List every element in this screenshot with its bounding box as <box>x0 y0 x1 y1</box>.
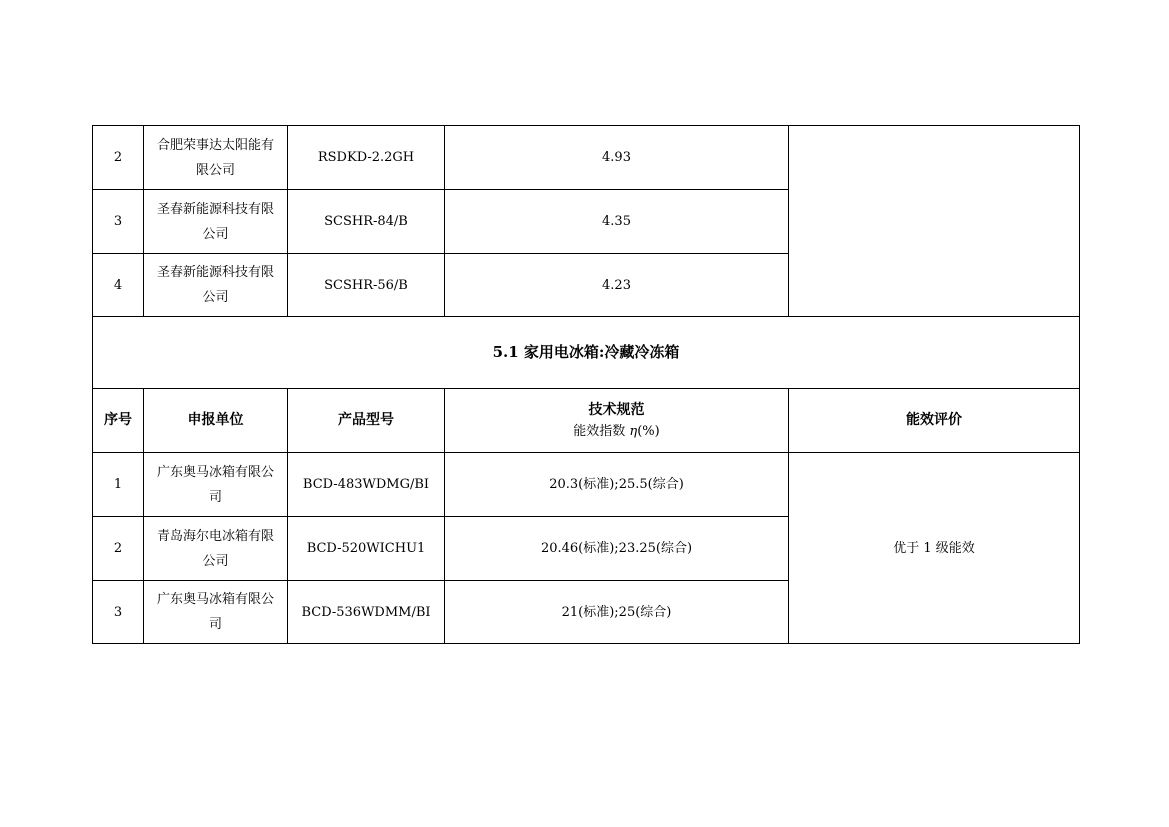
header-spec-sub-symbol: η <box>629 423 638 439</box>
header-company: 申报单位 <box>144 389 288 453</box>
header-spec-title: 技术规范 <box>588 401 645 418</box>
header-number: 序号 <box>93 389 144 453</box>
product-model: BCD-536WDMM/BI <box>288 581 445 644</box>
row-number: 4 <box>93 254 144 317</box>
row-number: 2 <box>93 126 144 190</box>
company-name: 广东奥马冰箱有限公司 <box>144 453 288 517</box>
header-model: 产品型号 <box>288 389 445 453</box>
table-row <box>93 126 1080 190</box>
table-row <box>93 453 1080 517</box>
company-name: 合肥荣事达太阳能有限公司 <box>144 126 288 190</box>
product-model: BCD-520WICHU1 <box>288 517 445 581</box>
header-spec-sub-prefix: 能效指数 <box>573 423 630 439</box>
product-model: SCSHR-84/B <box>288 190 445 254</box>
spec-value: 21(标准);25(综合) <box>445 581 789 644</box>
section-title: 5.1 家用电冰箱:冷藏冷冻箱 <box>93 317 1080 389</box>
spec-value: 4.23 <box>445 254 789 317</box>
rating-cell-empty <box>789 126 1080 317</box>
header-rating: 能效评价 <box>789 389 1080 453</box>
spec-value: 20.3(标准);25.5(综合) <box>445 453 789 517</box>
header-spec-subtitle <box>451 421 782 443</box>
row-number: 1 <box>93 453 144 517</box>
row-number: 3 <box>93 190 144 254</box>
company-name: 圣春新能源科技有限公司 <box>144 254 288 317</box>
rating-value: 优于 1 级能效 <box>789 453 1080 644</box>
spec-value: 4.35 <box>445 190 789 254</box>
header-row <box>93 389 1080 453</box>
company-name: 圣春新能源科技有限公司 <box>144 190 288 254</box>
product-model: BCD-483WDMG/BI <box>288 453 445 517</box>
header-spec-sub-suffix: (%) <box>637 423 660 439</box>
product-model: SCSHR-56/B <box>288 254 445 317</box>
spec-value: 4.93 <box>445 126 789 190</box>
row-number: 3 <box>93 581 144 644</box>
product-model: RSDKD-2.2GH <box>288 126 445 190</box>
company-name: 青岛海尔电冰箱有限公司 <box>144 517 288 581</box>
row-number: 2 <box>93 517 144 581</box>
energy-efficiency-table <box>92 125 1080 644</box>
company-name: 广东奥马冰箱有限公司 <box>144 581 288 644</box>
spec-value: 20.46(标准);23.25(综合) <box>445 517 789 581</box>
header-spec <box>445 389 789 453</box>
section-row <box>93 317 1080 389</box>
